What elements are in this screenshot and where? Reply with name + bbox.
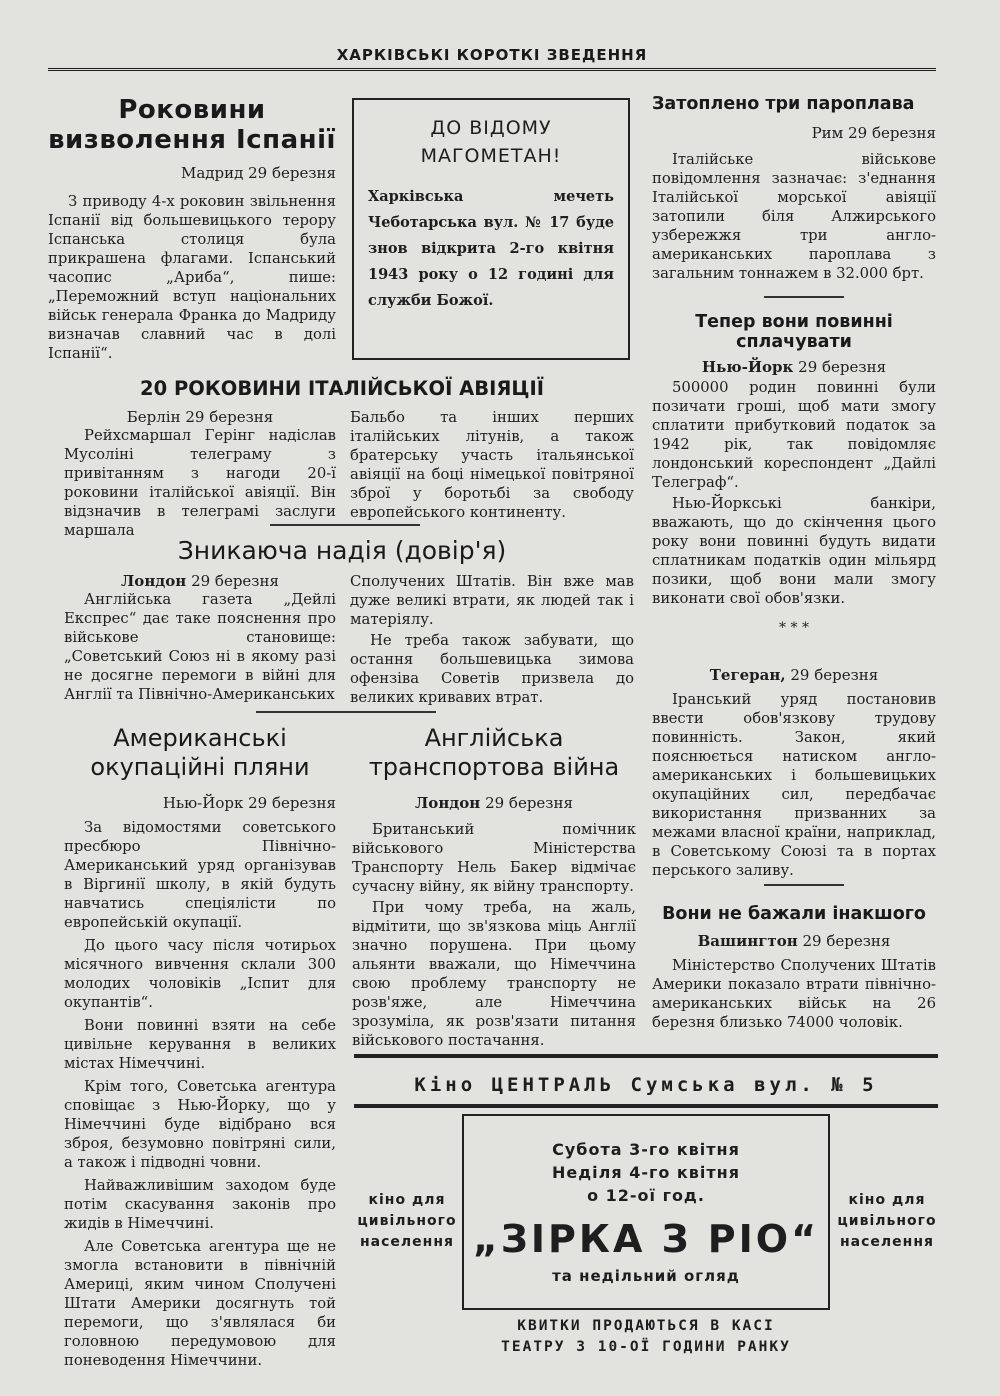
text-american-p4: Крім того, Советська агентура сповіщає з Нью-Йорку, що у Німеччині буде відібрано вся зброя, безумовно повітряні сили, а також і підводні човни. bbox=[64, 1077, 336, 1171]
cinema-time: о 12-ої год. bbox=[587, 1186, 705, 1205]
cinema-subtitle: та недільний огляд bbox=[552, 1267, 740, 1285]
cinema-mid-rule bbox=[354, 1104, 938, 1108]
text-unwilling: Міністерство Сполучених Штатів Америки показало втрати північно-американських військ на 26 березня близько 74000 чоловік. bbox=[652, 957, 936, 1032]
divider-1 bbox=[270, 524, 420, 526]
text-aviation-col1: Рейхсмаршал Герінг надіслав Мусоліні телеграму з привітанням з нагоди 20-ї роковини італійської авіяції. Він відзначив в телеграмі заслуги маршала bbox=[64, 427, 336, 539]
article-pay bbox=[652, 312, 936, 636]
text-iran: Іранський уряд постановив ввести обов'язкову трудову повинність. Закон, який пояснюється натиском англо-американських і большевицьких окупаційних сил, передбачає використання призванних за межами власної країни, наприклад, в Советському Союзі та в портах перського заливу. bbox=[652, 691, 936, 879]
dateline-ships: Рим 29 березня bbox=[811, 124, 936, 143]
dateline-transport bbox=[352, 794, 636, 812]
article-iran bbox=[652, 666, 936, 880]
cinema-tickets-l2: ТЕАТРУ З 10-ОЇ ГОДИНИ РАНКУ bbox=[501, 1339, 791, 1355]
cinema-tickets-l1: КВИТКИ ПРОДАЮТЬСЯ В КАСІ bbox=[517, 1318, 775, 1334]
text-ships: Італійське військове повідомлення зазначає: з'еднання Італійської морської авіяції затопили біля Алжирського узбережжя три англо-американських пароплава з загальним тоннажем в 32.000 брт. bbox=[652, 151, 936, 283]
dateline-pay-date: 29 березня bbox=[798, 358, 887, 377]
dateline-transport-date: 29 березня bbox=[485, 793, 573, 812]
dateline-hope bbox=[64, 572, 336, 590]
dateline-transport-city: Лондон bbox=[415, 793, 481, 812]
divider-2 bbox=[256, 711, 436, 713]
dateline-unwilling-date: 29 березня bbox=[802, 932, 891, 951]
text-aviation-col2: Бальбо та інших перших італійських літунів, а також братерську участь італьянської авіяції на боці німецької повітряної зброї у боротьбі за свободу европейського континенту. bbox=[350, 409, 634, 521]
article-aviation bbox=[48, 378, 636, 400]
headline-american: Американські окупаційні пляни bbox=[90, 724, 310, 781]
dateline-iran bbox=[652, 666, 936, 684]
text-spain: З приводу 4-х роковин звільнення Іспанії від большевицького терору Іспанська столиця була прикрашена флагами. Іспанський часопис „Ариба“, пише: „Переможний вступ національних військ генерала Франка до Мадриду визначав славний час в долі Іспанії“. bbox=[48, 192, 336, 362]
hope-col2 bbox=[350, 572, 634, 707]
aviation-col2 bbox=[350, 408, 634, 522]
cinema-film-title: „ЗІРКА З РІО“ bbox=[472, 1217, 820, 1261]
cinema-date-1: Субота 3-го квітня bbox=[552, 1140, 740, 1159]
text-transport-p1: Британський помічник військового Міністерства Транспорту Нель Бакер відмічає сучасну війну, як війну транспорту. bbox=[352, 820, 636, 895]
headline-spain: Роковини визволення Іспанії bbox=[48, 95, 336, 155]
article-transport bbox=[352, 724, 636, 1050]
headline-hope: Зникаюча надія (довір'я) bbox=[177, 536, 507, 565]
cinema-side-right: кіно для цивільного населення bbox=[837, 1192, 937, 1250]
text-hope-col1: Англійська газета „Дейлі Експрес“ дає таке пояснення про військове становище: „Советський Союз ні в якому разі не досягне перемоги в війні для Англії та Північно-Американських bbox=[64, 591, 336, 703]
headline-ships: Затоплено три пароплава bbox=[652, 94, 915, 114]
dateline-iran-date: 29 березня bbox=[790, 666, 879, 684]
masthead-rule bbox=[48, 68, 936, 71]
dateline-unwilling bbox=[652, 932, 936, 950]
divider-3 bbox=[764, 296, 844, 298]
dateline-unwilling-city: Вашингтон bbox=[697, 932, 798, 951]
text-american-p6: Але Советська агентура ще не змогла встановити в північній Америці, яким чином Сполучені Штати Америки досягнуть той перемоги, що з'являлася би головною передумовою для поневодення Німеччини. bbox=[64, 1237, 336, 1369]
masthead bbox=[48, 46, 936, 72]
text-american-p5: Найважливішим заходом буде потім скасування законів про жидів в Німеччині. bbox=[64, 1176, 336, 1232]
masthead-title: ХАРКІВСЬКІ КОРОТКІ ЗВЕДЕННЯ bbox=[327, 46, 658, 64]
text-transport-p2: При чому треба, на жаль, відмітити, що зв'язкова міць Англії значно порушена. При цьому альянти вважали, що Німеччина свою проблему транспорту не розв'яже, але Німеччина зрозуміла, як розв'язати питання військового постачання. bbox=[352, 898, 636, 1049]
notice-title: ДО ВІДОМУ МАГОМЕТАН! bbox=[420, 117, 562, 167]
article-ships bbox=[652, 94, 936, 283]
divider-4 bbox=[764, 884, 844, 886]
dateline-aviation: Берлін 29 березня bbox=[126, 408, 274, 426]
text-hope-col2-p1: Сполучених Штатів. Він вже мав дуже великі втрати, як людей так і матеріялу. bbox=[350, 573, 634, 628]
article-unwilling bbox=[652, 904, 936, 1032]
cinema-top-rule bbox=[354, 1054, 938, 1058]
dateline-hope-city: Лондон bbox=[121, 572, 187, 590]
cinema-tickets bbox=[462, 1316, 830, 1358]
cinema-side-left: кіно для цивільного населення bbox=[357, 1192, 457, 1250]
headline-aviation: 20 РОКОВИНИ ІТАЛІЙСЬКОЇ АВІЯЦІЇ bbox=[140, 377, 544, 400]
headline-unwilling: Вони не бажали інакшого bbox=[662, 904, 926, 924]
dateline-hope-date: 29 березня bbox=[191, 572, 279, 590]
cinema-box bbox=[462, 1114, 830, 1310]
notice-text: Харківська мечеть Чеботарська вул. № 17 буде знов відкрита 2-го квітня 1943 року о 12 годині для служби Божої. bbox=[368, 188, 614, 309]
notice-box bbox=[352, 98, 630, 360]
text-pay-p1: 500000 родин повинні були позичати гроші, щоб мати змогу сплатити прибутковий податок за 1942 рік, так повідомляє лондонський кореспондент „Дайлі Телеграф“. bbox=[652, 379, 936, 492]
dateline-american: Нью-Йорк 29 березня bbox=[162, 793, 336, 812]
article-hope bbox=[48, 536, 636, 566]
dateline-spain: Мадрид 29 березня bbox=[180, 163, 336, 182]
cinema-bar: Кіно ЦЕНТРАЛЬ Сумська вул. № 5 bbox=[414, 1074, 878, 1096]
stars-separator: * * * bbox=[779, 620, 809, 637]
text-american-p3: Вони повинні взяти на себе цивільне керування в великих містах Німеччині. bbox=[64, 1016, 336, 1072]
aviation-col1 bbox=[64, 408, 336, 540]
dateline-iran-city: Тегеран, bbox=[709, 666, 786, 684]
headline-transport: Англійська транспортова війна bbox=[368, 724, 620, 781]
text-pay-p2: Нью-Йоркські банкіри, вважають, що до скінчення цього року вони повинні будуть видати сплатникам податків один мільярд позики, щоб вони мали змогу виконати свої обов'язки. bbox=[652, 495, 936, 608]
text-american-p1: За відомостями советського пресбюро Північно-Американський уряд організував в Віргинії школу, в якій будуть навчатись спеціялісти по европейській окупації. bbox=[64, 818, 336, 931]
headline-pay: Тепер вони повинні сплачувати bbox=[695, 312, 893, 353]
text-hope-col2-p2: Не треба також забувати, що остання большевицька зимова офензіва Советів призвела до великих кривавих втрат. bbox=[350, 632, 634, 706]
article-spain bbox=[48, 96, 336, 363]
cinema-date-2: Неділя 4-го квітня bbox=[552, 1163, 740, 1182]
dateline-pay bbox=[652, 358, 936, 376]
dateline-pay-city: Нью-Йорк bbox=[701, 358, 794, 377]
article-american bbox=[64, 724, 336, 1370]
hope-col1 bbox=[64, 572, 336, 704]
text-american-p2: До цього часу після чотирьох місячного вивчення склали 300 молодих чоловіків „Іспит для окупантів“. bbox=[64, 936, 336, 1011]
